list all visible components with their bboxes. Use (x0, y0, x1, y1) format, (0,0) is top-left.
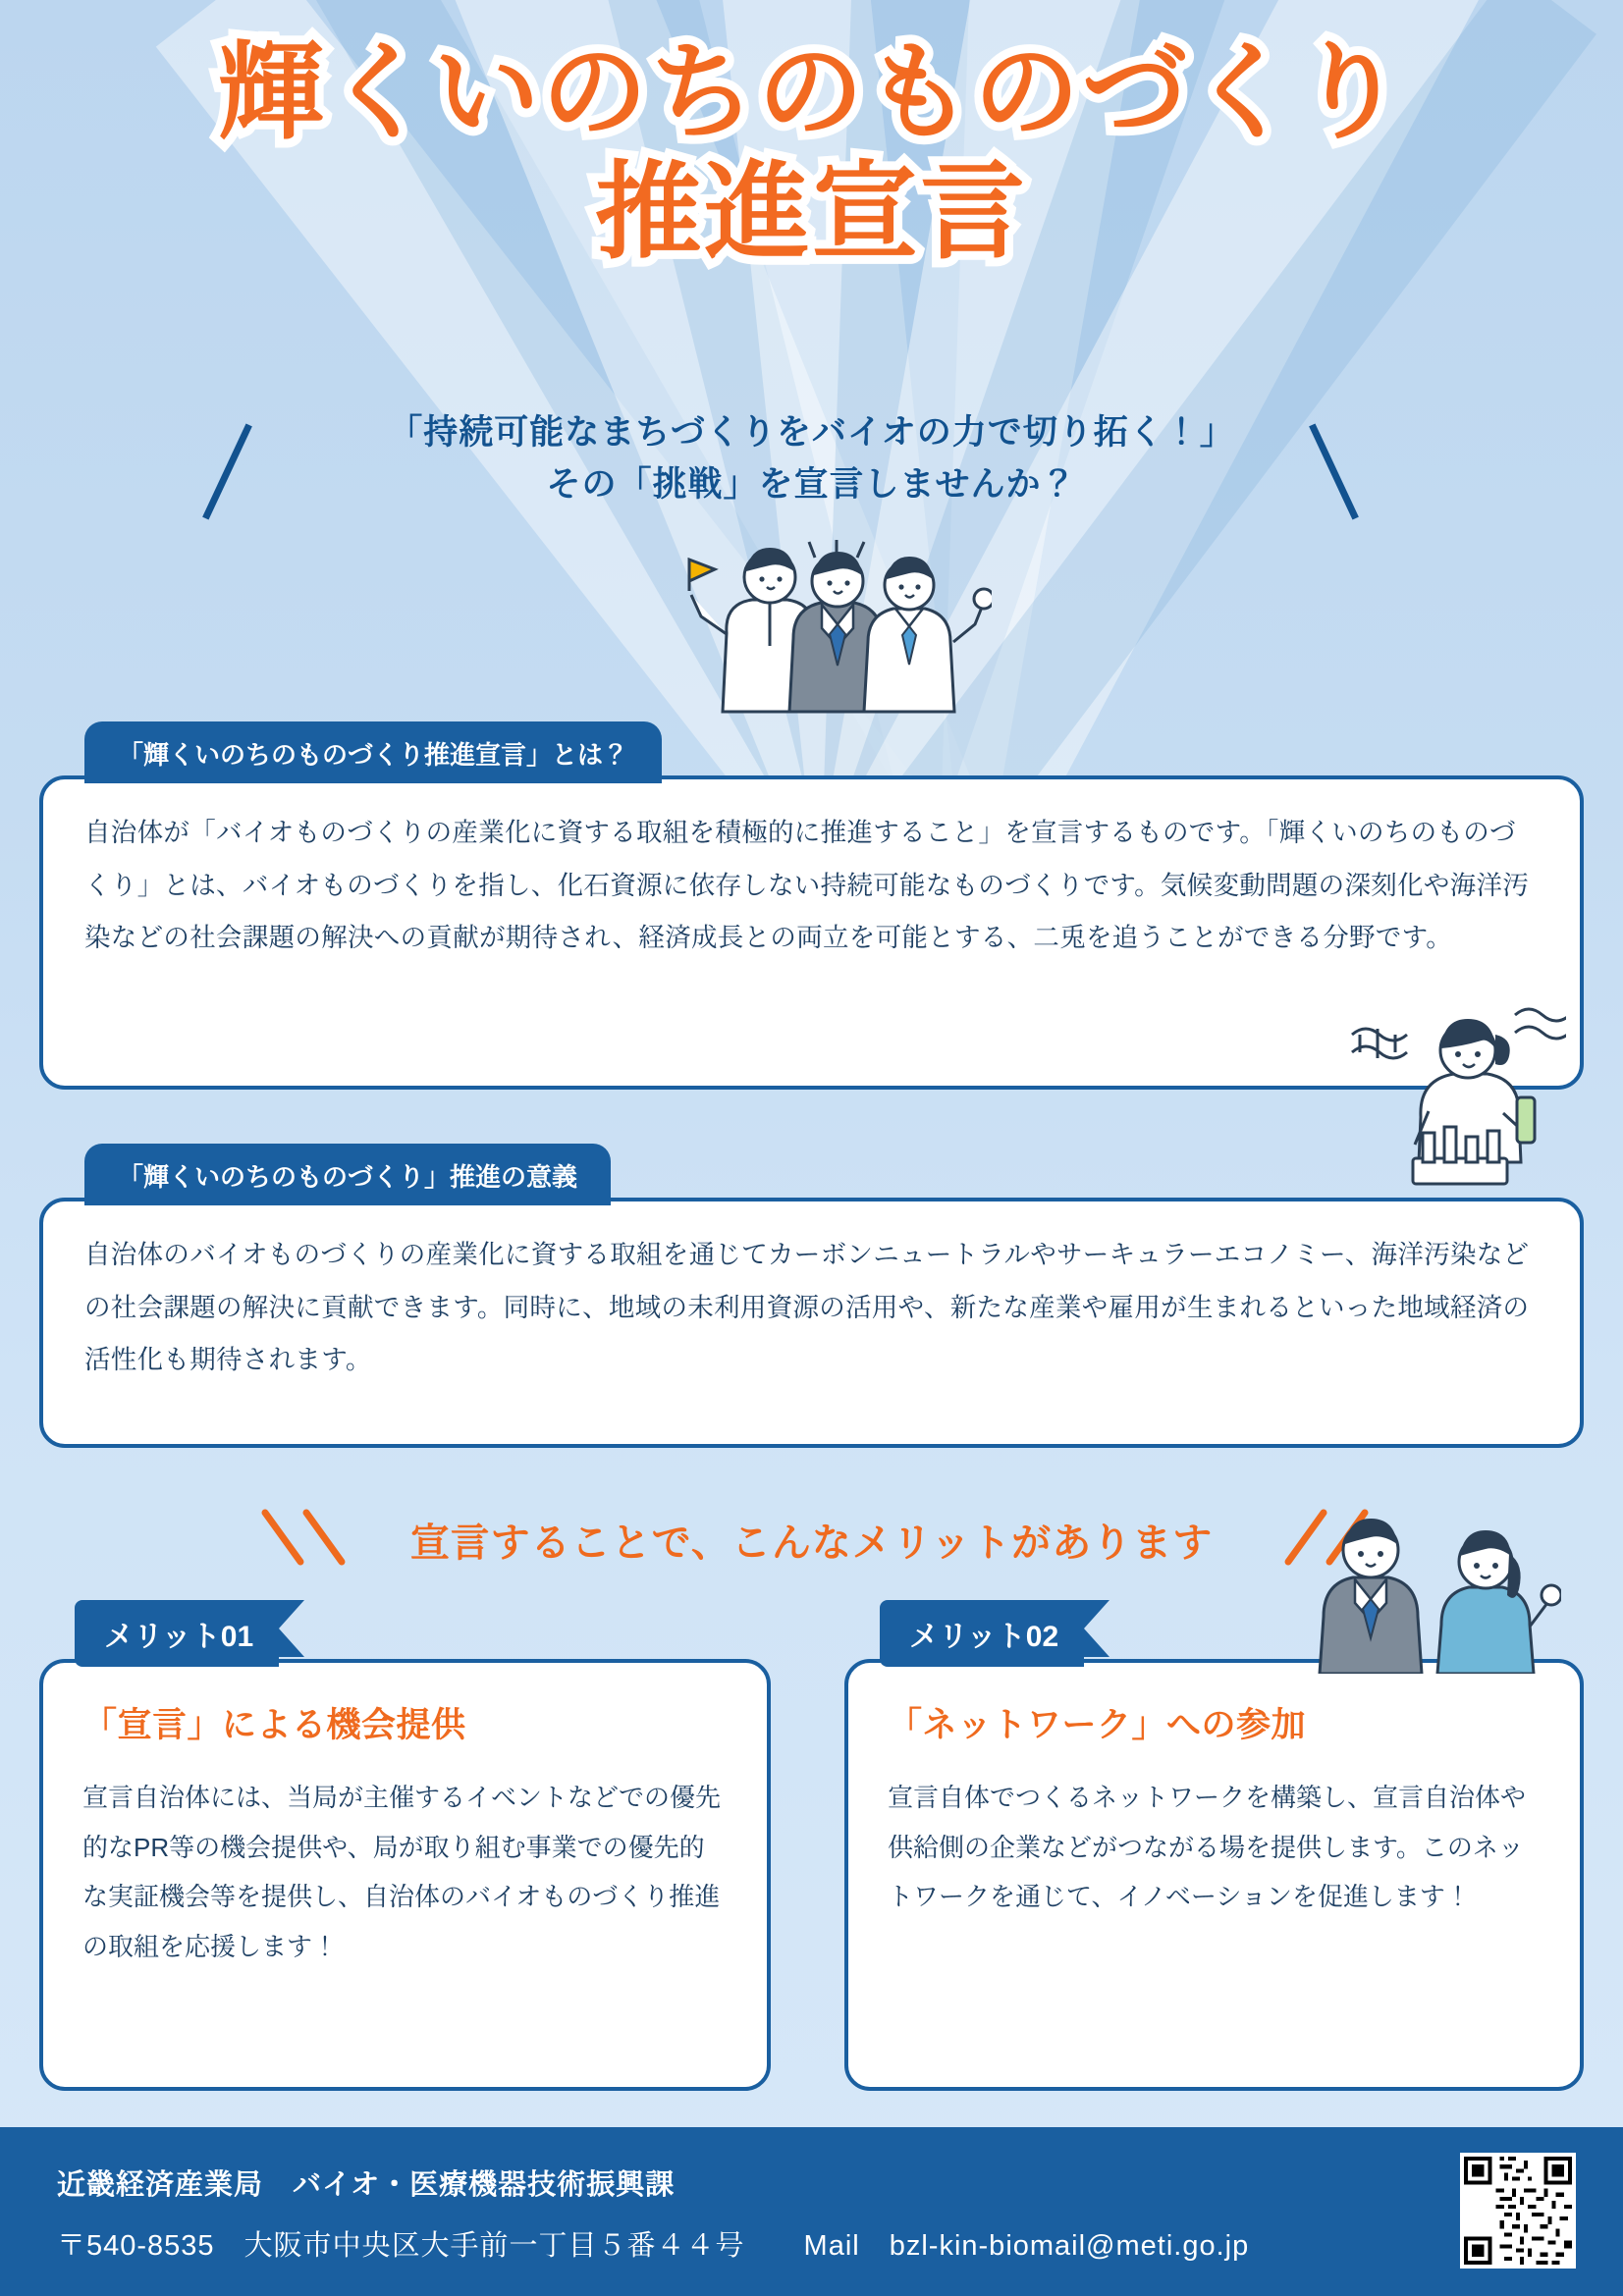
footer-address-mail: 〒540-8535 大阪市中央区大手前一丁目５番４４号 Mail bzl-kin-biomail@meti.go.jp (57, 2230, 1250, 2262)
merit-heading: 宣言することで、こんなメリットがあります (409, 1522, 1214, 1565)
merit-1-card (39, 1659, 771, 2091)
merit-2-card (844, 1659, 1584, 2091)
subtitle-line-1: 「持続可能なまちづくりをバイオの力で切り拓く！」 (388, 413, 1235, 452)
section-2-tab: 「輝くいのちのものづくり」推進の意義 (84, 1144, 611, 1205)
poster-title (0, 31, 1623, 275)
footer-department: 近畿経済産業局 バイオ・医療機器技術振興課 (57, 2169, 676, 2201)
poster-subtitle (0, 407, 1623, 510)
three-people-illustration (668, 540, 992, 721)
scientist-illustration (1330, 991, 1566, 1188)
subtitle-line-2: その「挑戦」を宣言しませんか？ (546, 464, 1077, 504)
merit-2-ribbon: メリット02 (880, 1600, 1084, 1667)
two-people-illustration (1316, 1497, 1561, 1674)
section-2-body: 自治体のバイオものづくりの産業化に資する取組を通じてカーボンニュートラルやサーキュラーエコノミー、海洋汚染などの社会課題の解決に貢献できます。同時に、地域の未利用資源の活用や、新たな産業や雇用が生まれるといった地域経済の活性化も期待されます。 (84, 1240, 1530, 1375)
qr-code[interactable] (1460, 2153, 1576, 2269)
merit-2-body: 宣言自体でつくるネットワークを構築し、宣言自治体や供給側の企業などがつながる場を提供します。このネットワークを通じて、イノベーションを促進します！ (888, 1783, 1527, 1912)
merit-1-title: 「宣言」による機会提供 (82, 1706, 466, 1744)
title-line-1: 輝くいのちのものづくり (217, 31, 1406, 154)
footer (0, 2127, 1623, 2296)
merit-1-body: 宣言自治体には、当局が主催するイベントなどでの優先的なPR等の機会提供や、局が取り組む事業での優先的な実証機会等を提供し、自治体のバイオものづくり推進の取組を応援します！ (82, 1783, 722, 1962)
section-2-card (39, 1198, 1584, 1448)
merit-heading-slashes (255, 1505, 1375, 1574)
section-1-tab: 「輝くいのちのものづくり推進宣言」とは？ (84, 721, 662, 783)
merit-2-title: 「ネットワーク」への参加 (888, 1706, 1307, 1744)
title-line-2: 推進宣言 (595, 151, 1028, 275)
section-1-body: 自治体が「バイオものづくりの産業化に資する取組を積極的に推進すること」を宣言するものです。「輝くいのちのものづくり」とは、バイオものづくりを指し、化石資源に依存しない持続可能なものづくりです。気候変動問題の深刻化や海洋汚染などの社会課題の解決への貢献が期待され、経済成長との両立を可能とする、二兎を追うことができる分野です。 (84, 818, 1530, 953)
merit-1-ribbon: メリット01 (75, 1600, 279, 1667)
